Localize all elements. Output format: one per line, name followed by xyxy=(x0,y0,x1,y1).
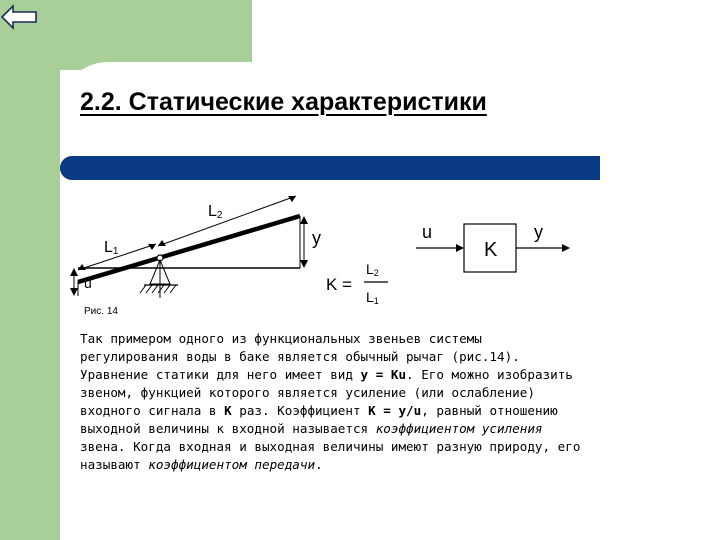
block-input-label: u xyxy=(422,222,433,242)
block-output-label: y xyxy=(534,222,543,242)
paragraph-line xyxy=(80,420,710,438)
gain-formula xyxy=(326,261,388,306)
paragraph-line xyxy=(80,438,710,456)
title-underline-bar xyxy=(60,156,600,180)
paragraph-line xyxy=(80,348,710,366)
text-run: Так примером одного из функциональных звеньев системы xyxy=(80,331,482,346)
formula-denominator: L1 xyxy=(366,289,379,306)
text-run: регулирования воды в баке является обычный рычаг (рис.14). xyxy=(80,349,520,364)
body-paragraph xyxy=(80,330,710,474)
block-name: K xyxy=(484,239,498,261)
italic-term: коэффициентом передачи xyxy=(148,457,316,472)
paragraph-line xyxy=(80,384,710,402)
label-u: u xyxy=(84,275,92,291)
lever-figure xyxy=(60,186,620,318)
text-run: звена. Когда входная и выходная величины имеют разную природу, его xyxy=(80,439,581,454)
label-y: y xyxy=(312,228,321,248)
bold-term: K xyxy=(224,403,232,418)
bold-term: K = y/u xyxy=(368,403,422,418)
bold-term: y = Ku xyxy=(360,367,407,382)
text-run: . xyxy=(315,457,323,472)
italic-term: коэффициентом усиления xyxy=(375,421,543,436)
figure-caption: Рис. 14 xyxy=(84,306,118,317)
formula-lhs: K = xyxy=(326,275,352,294)
back-arrow-icon[interactable] xyxy=(0,2,40,32)
text-run: выходной величины к входной называется xyxy=(80,421,376,436)
text-run: раз. Коэффициент xyxy=(231,403,369,418)
text-run: называют xyxy=(80,457,149,472)
paragraph-line xyxy=(80,330,710,348)
lever-diagram xyxy=(70,196,321,317)
green-sidebar-strip xyxy=(0,0,60,540)
text-run: . Его можно изобразить xyxy=(406,367,573,382)
formula-numerator: L2 xyxy=(366,261,379,278)
paragraph-line xyxy=(80,402,710,420)
slide-title: 2.2. Статические характеристики xyxy=(80,88,487,116)
text-run: входного сигнала в xyxy=(80,403,225,418)
paragraph-line xyxy=(80,366,710,384)
text-run: звеном, функцией которого является усиление (или ослабление) xyxy=(80,385,535,400)
label-l1: L1 xyxy=(104,239,119,257)
text-run: Уравнение статики для него имеет вид xyxy=(80,367,361,382)
text-run: , равный отношению xyxy=(421,403,558,418)
label-l2: L2 xyxy=(208,203,223,221)
paragraph-line xyxy=(80,456,710,474)
block-diagram xyxy=(416,222,570,272)
